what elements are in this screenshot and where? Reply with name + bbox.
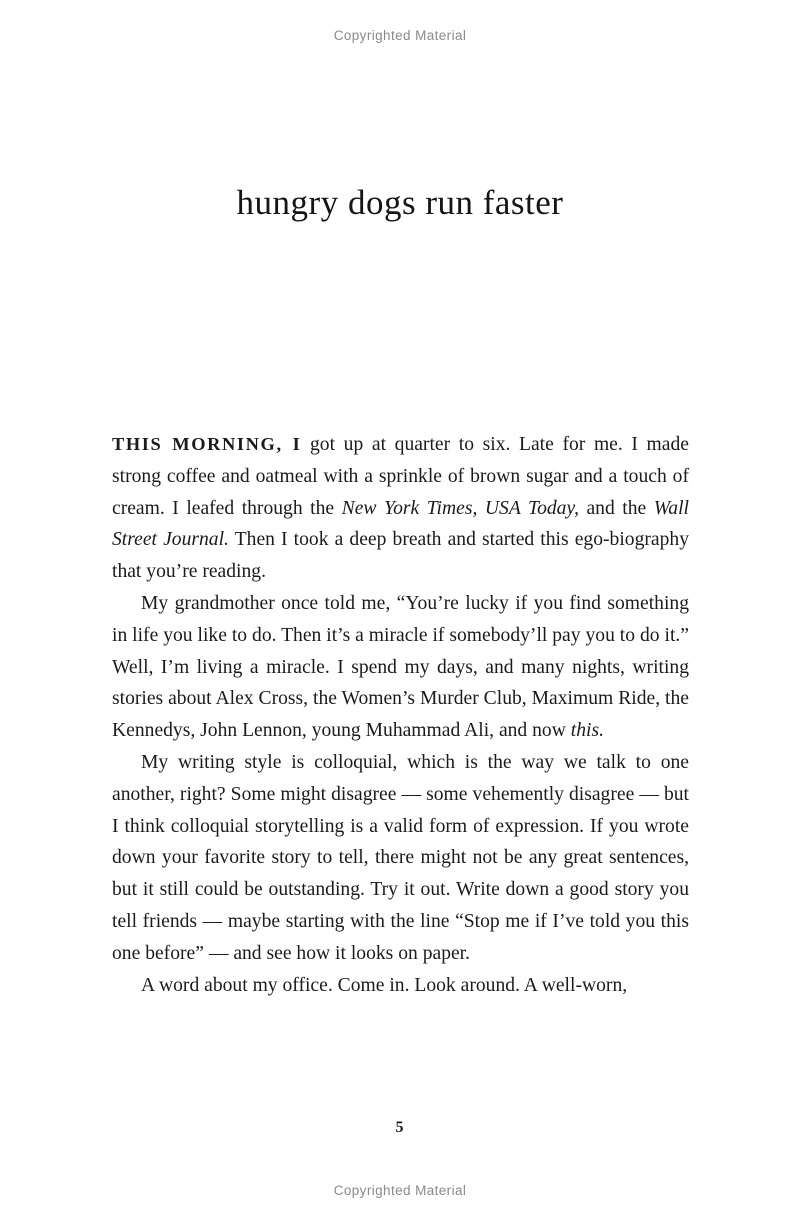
italic-text: this.: [570, 720, 604, 742]
page-number: 5: [395, 1119, 405, 1136]
italic-text: Wall Street Journal.: [112, 497, 689, 551]
copyright-notice-top: Copyrighted Material: [333, 28, 467, 43]
text-run: My grandmother once told me, “You’re lucky if you find something in life you like to do. Then it’s a miracle if somebody’ll pay you to do it.” Well, I’m living a miracle. I spend my days, and many nights, writing stories about Alex Cross, the Women’s Murder Club, Maximum Ride, the Kennedys, John Lennon, young Muhammad Ali, and now: [112, 592, 689, 742]
text-run: My writing style is colloquial, which is the way we talk to one another, right? Some might disagree — some vehemently disagree — but I think colloquial storytelling is a valid form of expression. If you wrote down your favorite story to tell, there might not be any great sentences, but it still could be outstanding. Try it out. Write down a good story you tell friends — maybe starting with the line “Stop me if I’ve told you this one before” — and see how it looks on paper.: [112, 751, 689, 964]
copyright-notice-bottom: Copyrighted Material: [333, 1183, 467, 1198]
text-run: and the: [578, 497, 654, 519]
chapter-title: hungry dogs run faster: [236, 183, 564, 222]
paragraph: [112, 429, 689, 588]
paragraph: [112, 588, 689, 747]
text-run: Then I took a deep breath and started this ego-biography that you’re reading.: [112, 529, 689, 583]
body-text: [112, 429, 689, 1001]
lead-smallcaps: THIS MORNING, I: [112, 434, 302, 454]
text-run: got up at quarter to six. Late for me. I made strong coffee and oatmeal with a sprinkle of brown sugar and a touch of cream. I leafed through the: [112, 434, 689, 519]
italic-text: New York Times, USA Today,: [341, 497, 579, 519]
paragraph: [112, 747, 689, 970]
text-run: A word about my office. Come in. Look around. A well-worn,: [141, 974, 628, 996]
paragraph: [112, 970, 689, 1002]
